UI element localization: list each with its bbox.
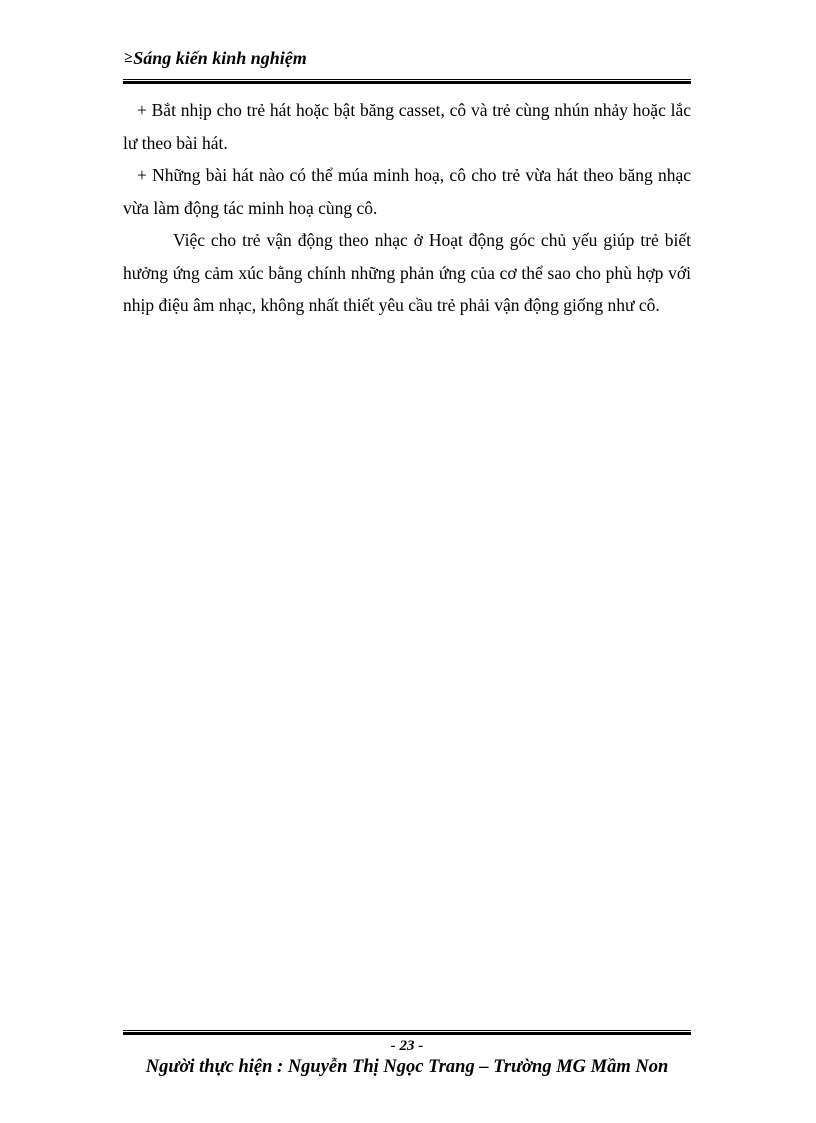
bullet-paragraph-rhythm: + Bắt nhịp cho trẻ hát hoặc bật băng casset, cô và trẻ cùng nhún nhảy hoặc lắc lư theo bài hát. <box>123 100 691 153</box>
footer-divider <box>123 1030 691 1035</box>
bullet-paragraph-dance: + Những bài hát nào có thể múa minh hoạ, cô cho trẻ vừa hát theo băng nhạc vừa làm động tác minh hoạ cùng cô. <box>123 165 691 218</box>
paragraph-music-movement: Việc cho trẻ vận động theo nhạc ở Hoạt động góc chủ yếu giúp trẻ biết hưởng ứng cảm xúc bằng chính những phản ứng của cơ thể sao cho phù hợp với nhịp điệu âm nhạc, không nhất thiết yêu cầu trẻ phải vận động giống như cô. <box>123 230 691 315</box>
document-body <box>123 94 691 322</box>
header-title: Sáng kiến kinh nghiệm <box>133 48 307 68</box>
page-header <box>124 46 690 70</box>
page-number: - 23 - <box>390 1038 424 1054</box>
header-divider <box>123 79 691 84</box>
footer-author: Người thực hiện : Nguyễn Thị Ngọc Trang – Trường MG Mầm Non <box>145 1057 669 1077</box>
header-bullet-icon: ≥ <box>124 50 133 66</box>
